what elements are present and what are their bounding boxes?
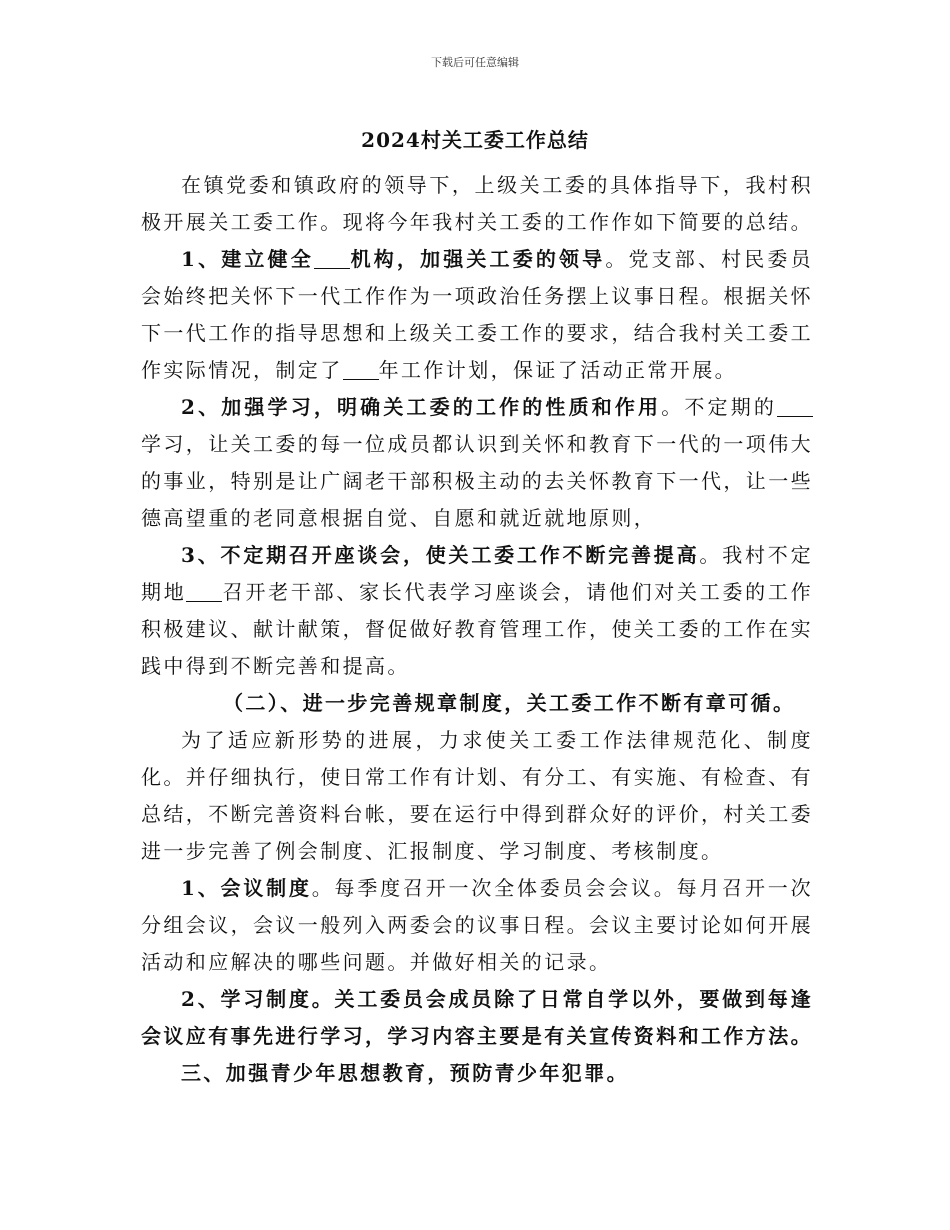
part-2-text: 为了适应新形势的进展，力求使关工委工作法律规范化、制度化。并仔细执行，使日常工作有计划、有分工、有实施、有检查、有总结，不断完善资料台帐，要在运行中得到群众好的评价，村关工委进一步完善了例会制度、汇报制度、学习制度、考核制度。 bbox=[141, 728, 813, 863]
document-body bbox=[141, 167, 813, 1092]
blank-line bbox=[343, 359, 379, 380]
blank-line bbox=[314, 248, 350, 269]
section-3-text-b: 召开老干部、家长代表学习座谈会，请他们对关工委的工作积极建议、献计献策，督促做好教育管理工作，使关工委的工作在实践中得到不断完善和提高。 bbox=[141, 580, 813, 678]
intro-text: 在镇党委和镇政府的领导下，上级关工委的具体指导下，我村积极开展关工委工作。现将今年我村关工委的工作作如下简要的总结。 bbox=[141, 173, 813, 234]
rule-1-paragraph bbox=[141, 870, 813, 981]
document-title: 2024村关工委工作总结 bbox=[361, 128, 589, 152]
section-1-heading-b: 机构，加强关工委的领导 bbox=[349, 247, 606, 271]
part-2-heading: （二）、进一步完善规章制度，关工委工作不断有章可循。 bbox=[223, 691, 796, 715]
part-3-heading-paragraph bbox=[141, 1055, 813, 1092]
section-2-heading: 2、加强学习，明确关工委的工作的性质和作用 bbox=[181, 395, 662, 419]
section-1-text-b: 年工作计划，保证了活动正常开展。 bbox=[378, 358, 738, 382]
section-3-text-a: 。我村不定期地 bbox=[141, 543, 814, 604]
section-3-heading: 3、不定期召开座谈会，使关工委工作不断完善提高 bbox=[181, 543, 700, 567]
rule-2-paragraph bbox=[141, 981, 813, 1055]
section-1-text-a: 。党支部、村民委员会始终把关怀下一代工作作为一项政治任务摆上议事日程。根据关怀下一代工作的指导思想和上级关工委工作的要求，结合我村关工委工作实际情况，制定了 bbox=[141, 247, 813, 382]
blank-line bbox=[777, 396, 813, 417]
rule-1-text: 。每季度召开一次全体委员会会议。每月召开一次分组会议，会议一般列入两委会的议事日程。会议主要讨论如何开展活动和应解决的哪些问题。并做好相关的记录。 bbox=[141, 876, 813, 974]
rule-1-heading: 1、会议制度 bbox=[181, 876, 312, 900]
rule-2-text: 2、学习制度。关工委员会成员除了日常自学以外，要做到每逢会议应有事先进行学习，学习内容主要是有关宣传资料和工作方法。 bbox=[141, 987, 813, 1048]
section-1-heading-a: 1、建立健全 bbox=[181, 247, 314, 271]
section-1-paragraph bbox=[141, 241, 813, 389]
section-2-text-b: 学习，让关工委的每一位成员都认识到关怀和教育下一代的一项伟大的事业，特别是让广阔老干部积极主动的去关怀教育下一代，让一些德高望重的老同意根据自觉、自愿和就近就地原则， bbox=[141, 432, 813, 530]
header-note: 下载后可任意编辑 bbox=[431, 56, 519, 69]
blank-line bbox=[186, 581, 222, 602]
section-3-paragraph bbox=[141, 537, 813, 685]
section-2-paragraph bbox=[141, 389, 813, 537]
intro-paragraph bbox=[141, 167, 813, 241]
part-2-paragraph bbox=[141, 722, 813, 870]
part-3-heading: 三、加强青少年思想教育，预防青少年犯罪。 bbox=[181, 1061, 629, 1085]
section-2-text-a: 。不定期的 bbox=[661, 395, 778, 419]
